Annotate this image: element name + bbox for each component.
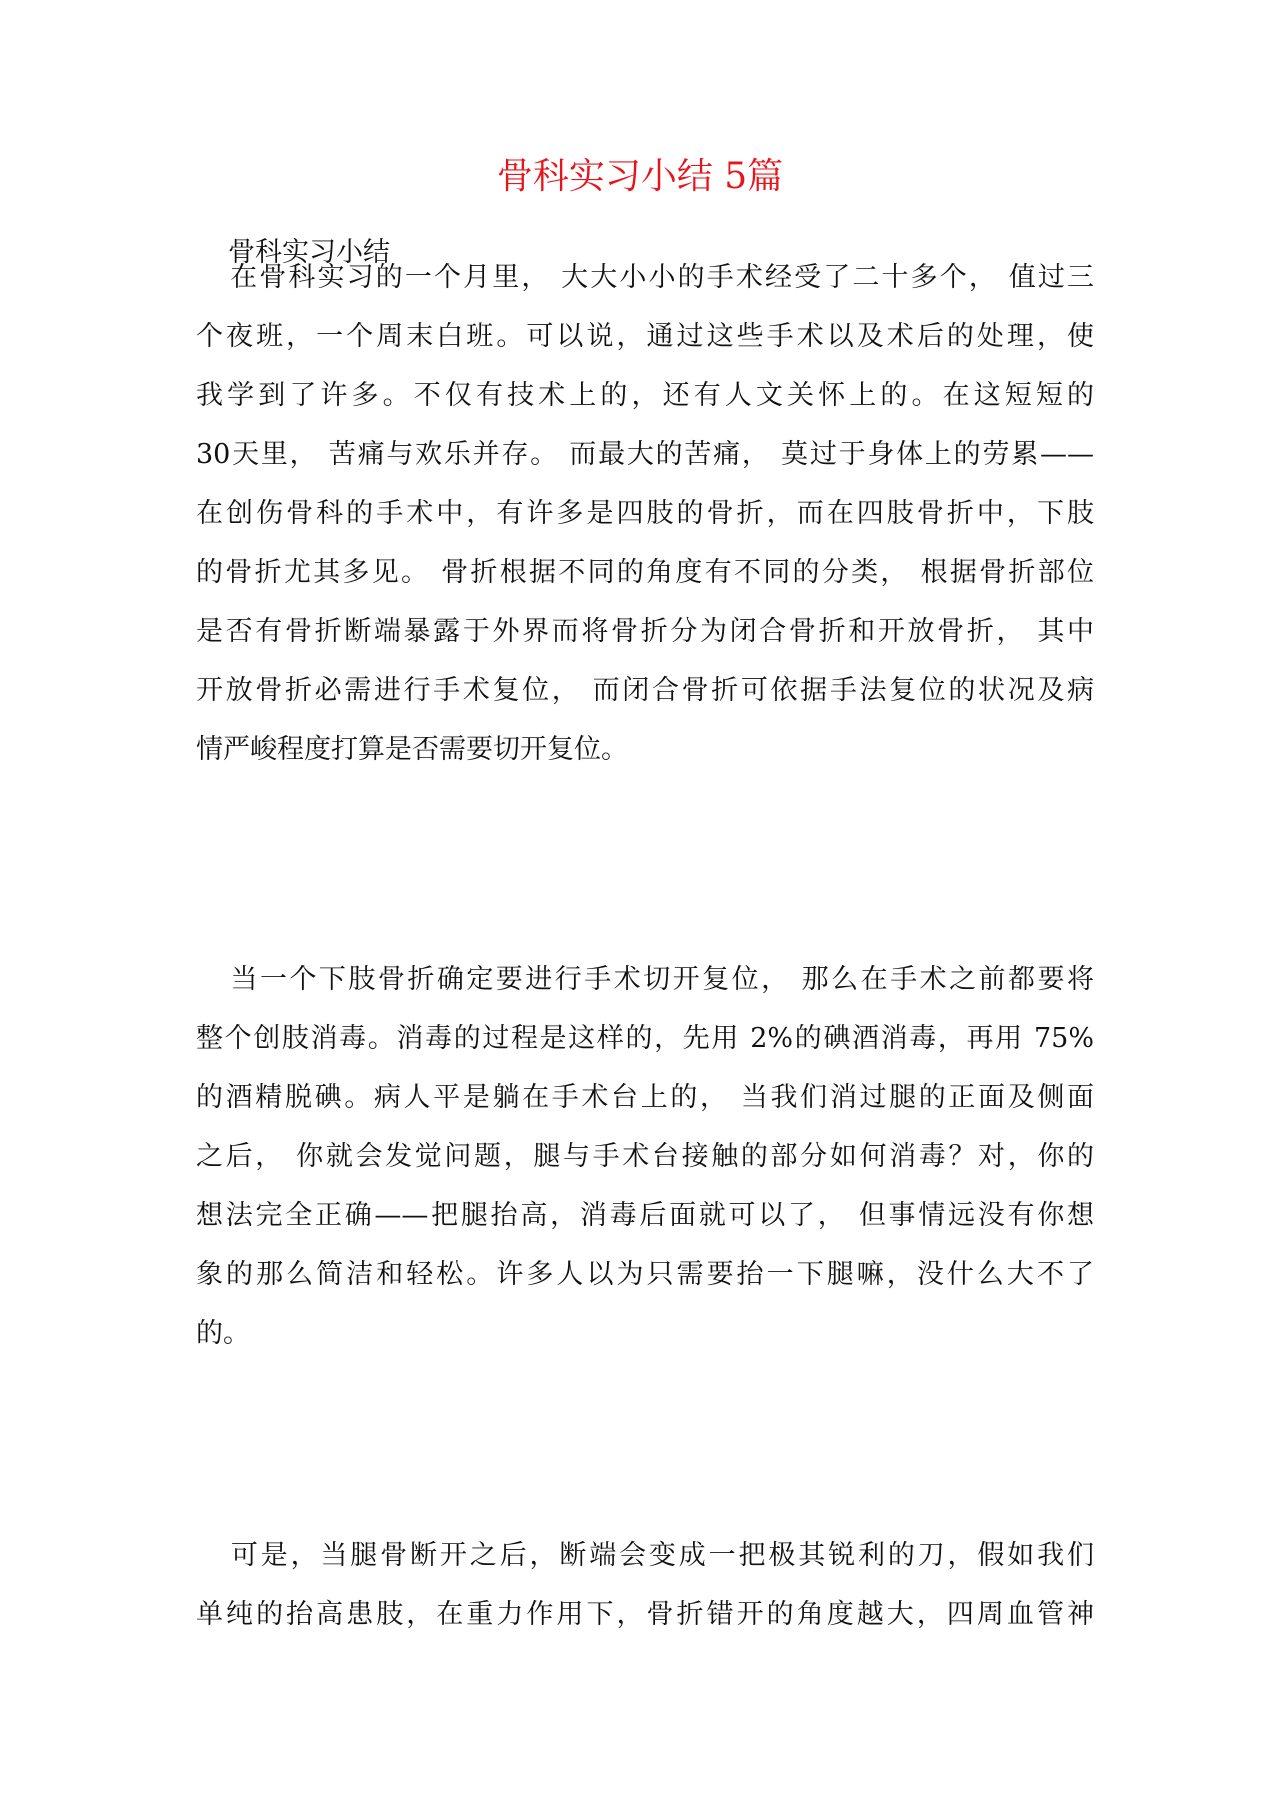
paragraph-1 [196, 248, 1094, 779]
text-line: 整个创肢消毒。消毒的过程是这样的，先用 2%的碘酒消毒，再用 75% [196, 1023, 1094, 1054]
text-line: 个夜班，一个周末白班。可以说，通过这些手术以及术后的处理，使 [196, 321, 1094, 352]
text-line: 情严峻程度打算是否需要切开复位。 [196, 734, 628, 765]
text-line: 想法完全正确——把腿抬高，消毒后面就可以了， 但事情远没有你想 [196, 1200, 1094, 1231]
text-line: 的。 [196, 1318, 250, 1349]
paragraph-3 [196, 1526, 1094, 1644]
text-line: 在骨科实习的一个月里， 大大小小的手术经受了二十多个， 值过三 [228, 262, 1094, 293]
text-line: 我学到了许多。不仅有技术上的，还有人文关怀上的。在这短短的 [196, 380, 1094, 411]
text-line: 可是，当腿骨断开之后，断端会变成一把极其锐利的刀，假如我们 [228, 1540, 1094, 1571]
paragraph-2 [196, 950, 1094, 1363]
text-line: 的酒精脱碘。病人平是躺在手术台上的， 当我们消过腿的正面及侧面 [196, 1082, 1094, 1113]
text-line: 开放骨折必需进行手术复位， 而闭合骨折可依据手法复位的状况及病 [196, 675, 1094, 706]
text-line: 之后， 你就会发觉问题，腿与手术台接触的部分如何消毒？对，你的 [196, 1141, 1094, 1172]
text-line: 是否有骨折断端暴露于外界而将骨折分为闭合骨折和开放骨折， 其中 [196, 616, 1094, 647]
document-title: 骨科实习小结 5篇 [496, 156, 784, 197]
text-line: 30天里， 苦痛与欢乐并存。 而最大的苦痛， 莫过于身体上的劳累—— [196, 439, 1094, 470]
text-line: 的骨折尤其多见。 骨折根据不同的角度有不同的分类， 根据骨折部位 [196, 557, 1094, 588]
document-subtitle: 骨科实习小结 [228, 237, 390, 268]
text-line: 在创伤骨科的手术中，有许多是四肢的骨折，而在四肢骨折中，下肢 [196, 498, 1094, 529]
text-line: 象的那么简洁和轻松。许多人以为只需要抬一下腿嘛，没什么大不了 [196, 1259, 1094, 1290]
text-line: 当一个下肢骨折确定要进行手术切开复位， 那么在手术之前都要将 [228, 964, 1094, 995]
text-line: 单纯的抬高患肢，在重力作用下，骨折错开的角度越大，四周血管神 [196, 1599, 1094, 1630]
